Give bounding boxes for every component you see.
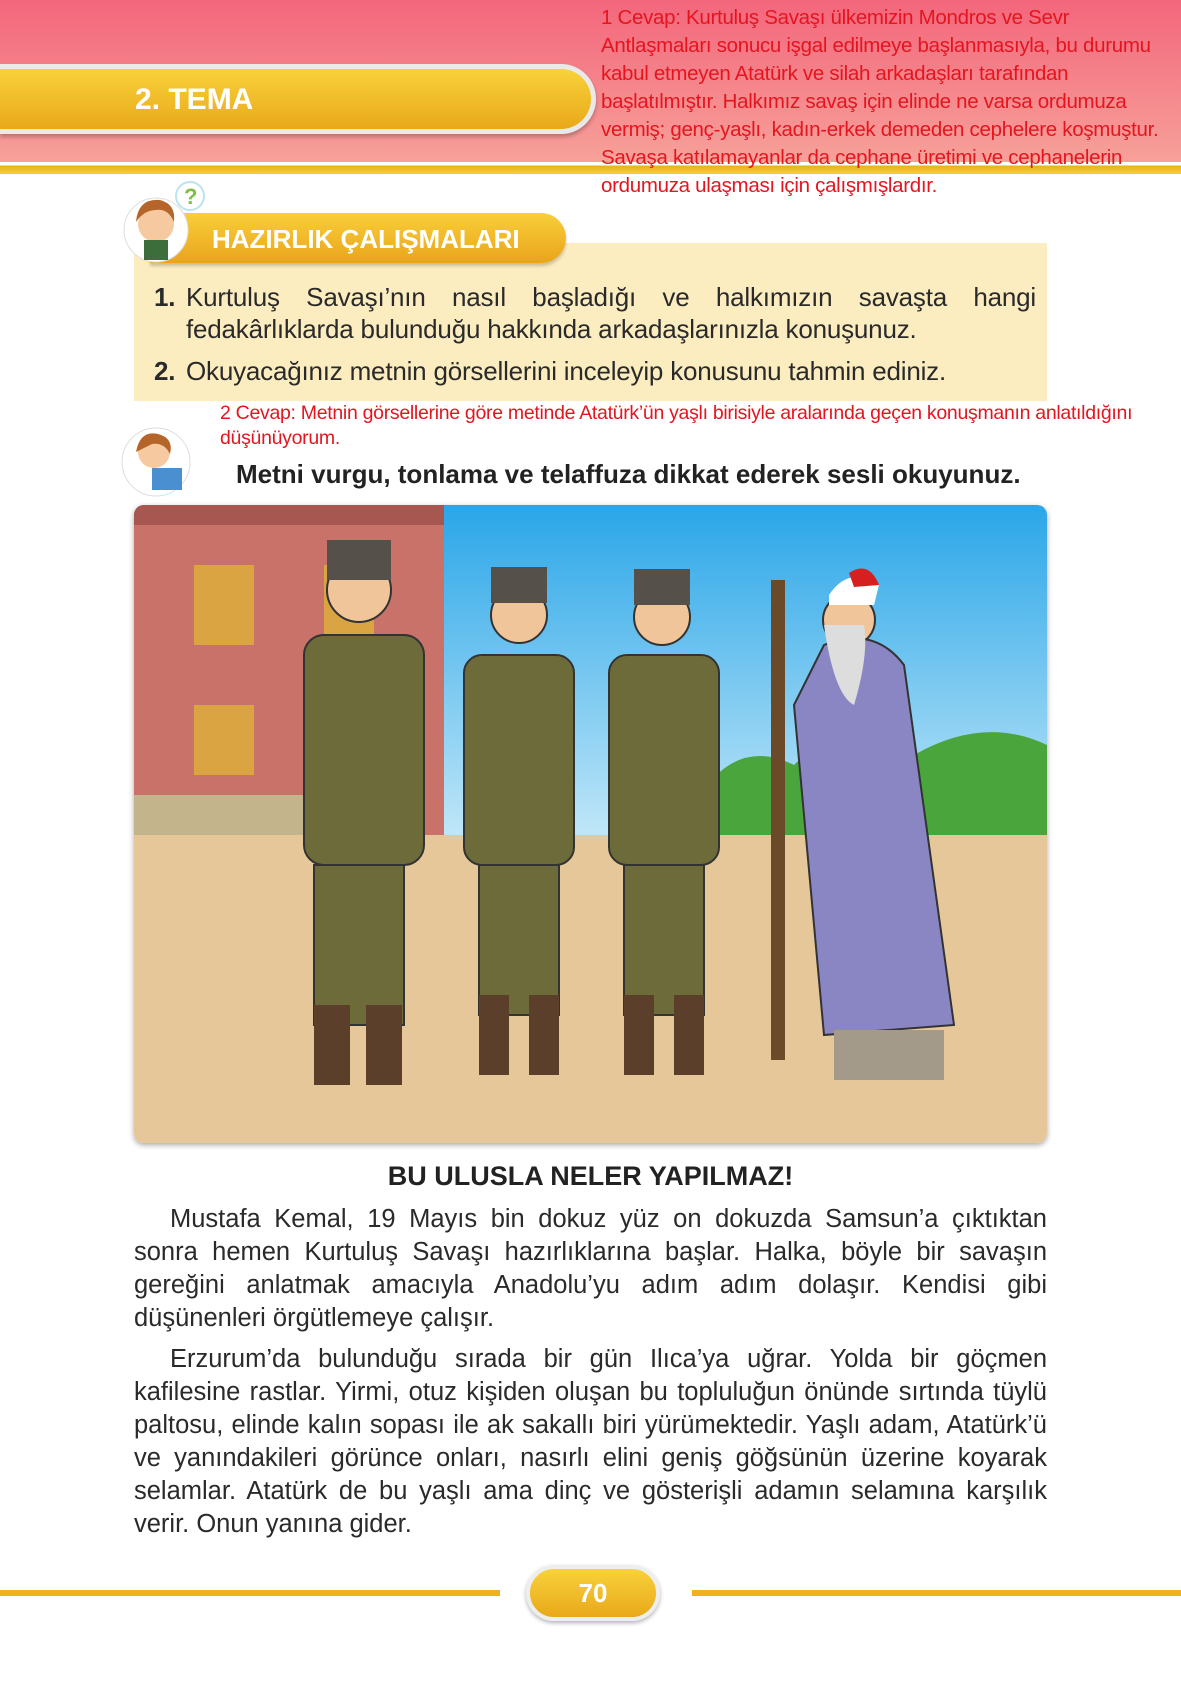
footer-line-left	[0, 1590, 500, 1596]
reading-instruction: Metni vurgu, tonlama ve telaffuza dikkat ederek sesli okuyunuz.	[236, 459, 1021, 489]
question-2: 2. Okuyacağınız metnin görsellerini inceleyip konusunu tahmin ediniz.	[154, 356, 946, 386]
theme-title: 2. TEMA	[135, 83, 254, 116]
story-title: BU ULUSLA NELER YAPILMAZ!	[387, 1161, 794, 1191]
questions-box	[134, 243, 1047, 401]
story-paragraph-1: Mustafa Kemal, 19 Mayıs bin dokuz yüz on dokuzda Samsun’a çıktıktan sonra hemen Kurtuluş Savaşı hazırlıklarına başlar. Halka, böyle bir savaşın gereğini anlatmak amacıyla Anadolu’yu adım adım dolaşır. Kendisi gibi düşünenleri örgütlemeye çalışır.	[134, 1205, 1047, 1332]
reading-girl-icon	[116, 422, 200, 502]
prep-banner	[150, 213, 566, 263]
theme-banner	[0, 64, 596, 134]
girl-mascot-icon	[116, 178, 206, 268]
answer-2: 2 Cevap: Metnin görsellerine göre metinde Atatürk’ün yaşlı birisiyle aralarında geçen konuşmanın anlatıldığını düşünüyorum.	[220, 402, 1133, 449]
story-illustration	[134, 505, 1047, 1143]
page-number: 70	[526, 1565, 660, 1621]
story-paragraph-2: Erzurum’da bulunduğu sırada bir gün Ilıca’ya uğrar. Yolda bir göçmen kafilesine rastlar. Yirmi, otuz kişiden oluşan bu topluluğun önünde sırtında tüylü paltosu, elinde kalın sopası ile ak sakallı biri yürümektedir. Yaşlı adam, Atatürk’ü ve yanındakileri görünce onları, nasırlı elini geniş göğsünün üzerine koyarak selamlar. Atatürk de bu yaşlı ama dinç ve gösterişli adamın selamına karşılık verir. Onun yanına gider.	[134, 1345, 1047, 1538]
footer-line-right	[692, 1590, 1181, 1596]
prep-title: HAZIRLIK ÇALIŞMALARI	[212, 224, 520, 254]
answer-1: 1 Cevap: Kurtuluş Savaşı ülkemizin Mondros ve Sevr Antlaşmaları sonucu işgal edilmeye başlanmasıyla, bu durumu kabul etmeyen Atatürk ve silah arkadaşları tarafından başlatılmıştır. Halkımız savaş için elinde ne varsa ordumuza vermiş; genç-yaşlı, kadın-erkek demeden cephelere koşmuştur. Savaşa katılamayanlar da cephane üretimi ve cephanelerin ordumuza ulaşması için çalışmışlardır.	[601, 6, 1159, 197]
svg-text:?: ?	[184, 184, 198, 209]
question-1: 1. Kurtuluş Savaşı’nın nasıl başladığı ve halkımızın savaşta hangi fedakârlıklarda bulunduğu hakkında arkadaşlarınızla konuşunuz.	[154, 282, 1036, 344]
